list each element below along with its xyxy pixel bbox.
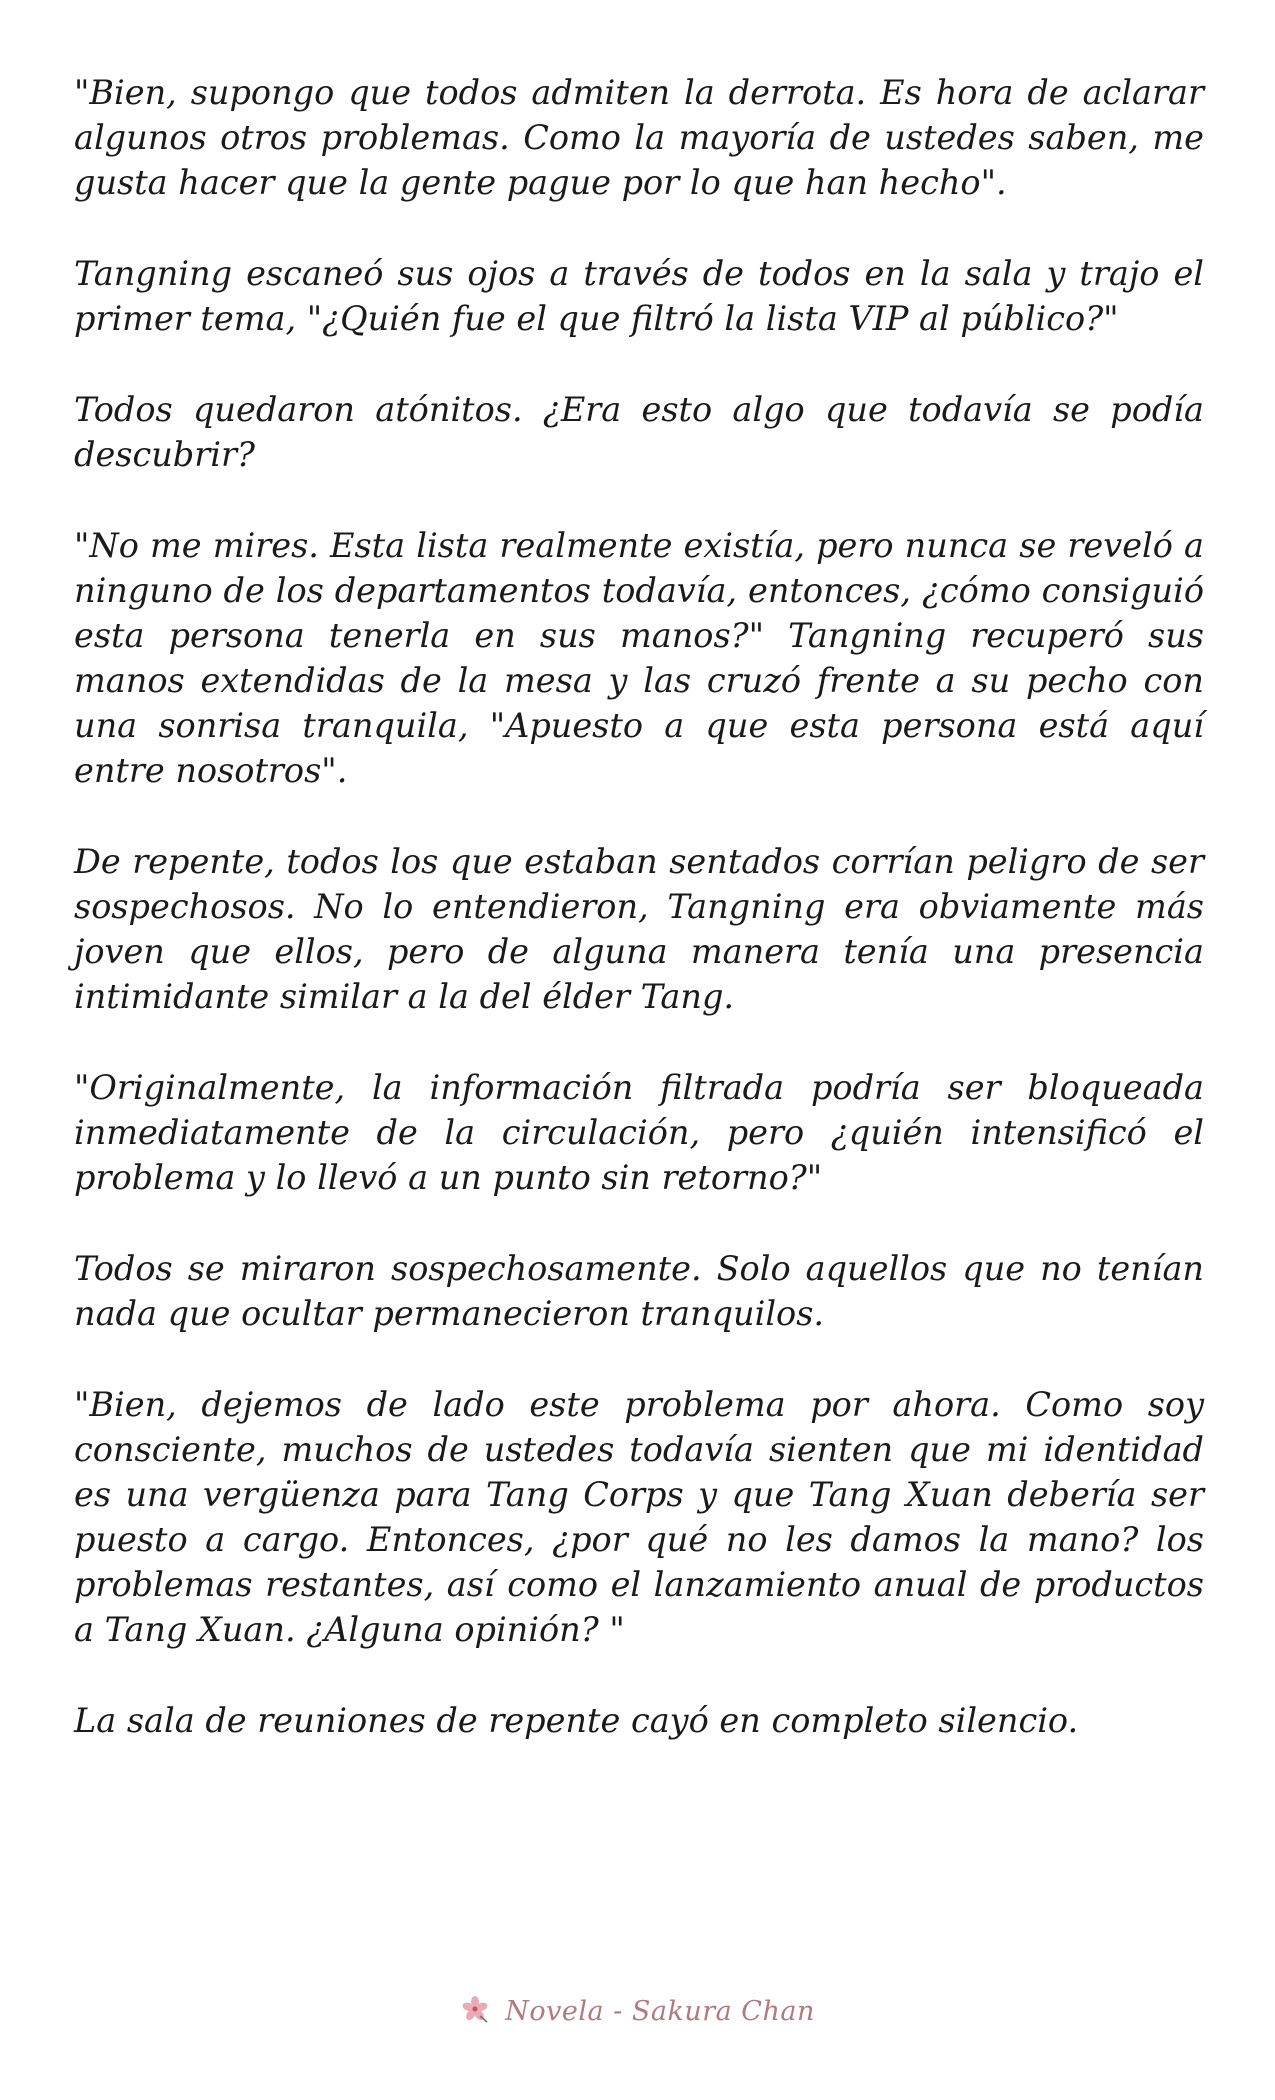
paragraph-1: "Bien, supongo que todos admiten la derrota. Es hora de aclarar algunos otros problemas. Como la mayoría de ustedes saben, me gusta hacer que la gente pague por lo que han hecho". — [74, 73, 1204, 202]
paragraph-5: De repente, todos los que estaban sentados corrían peligro de ser sospechosos. No lo entendieron, Tangning era obviamente más joven que ellos, pero de alguna manera tenía una presencia intimidante similar a la del élder Tang. — [74, 842, 1204, 1016]
sakura-flower-icon — [460, 1994, 490, 2024]
paragraph-2: Tangning escaneó sus ojos a través de todos en la sala y trajo el primer tema, "¿Quién fue el que filtró la lista VIP al público?" — [74, 254, 1204, 338]
paragraph-7: Todos se miraron sospechosamente. Solo aquellos que no tenían nada que ocultar permanecieron tranquilos. — [74, 1249, 1204, 1333]
paragraph-9: La sala de reuniones de repente cayó en completo silencio. — [74, 1701, 1079, 1740]
paragraph-8: "Bien, dejemos de lado este problema por ahora. Como soy consciente, muchos de ustedes todavía sienten que mi identidad es una vergüenza para Tang Corps y que Tang Xuan debería ser puesto a cargo. Entonces, ¿por qué no les damos la mano? los problemas restantes, así como el lanzamiento anual de productos a Tang Xuan. ¿Alguna opinión? " — [74, 1385, 1204, 1649]
paragraph-6: "Originalmente, la información filtrada podría ser bloqueada inmediatamente de la circulación, pero ¿quién intensificó el problema y lo llevó a un punto sin retorno?" — [74, 1068, 1204, 1197]
watermark-text: Novela - Sakura Chan — [505, 1996, 815, 2027]
watermark-footer — [0, 1994, 1275, 2027]
paragraph-3: Todos quedaron atónitos. ¿Era esto algo que todavía se podía descubrir? — [74, 390, 1204, 474]
document-body — [74, 70, 1204, 1789]
paragraph-4: "No me mires. Esta lista realmente existía, pero nunca se reveló a ninguno de los departamentos todavía, entonces, ¿cómo consiguió esta persona tenerla en sus manos?" Tangning recuperó sus manos extendidas de la mesa y las cruzó frente a su pecho con una sonrisa tranquila, "Apuesto a que esta persona está aquí entre nosotros". — [74, 526, 1204, 790]
